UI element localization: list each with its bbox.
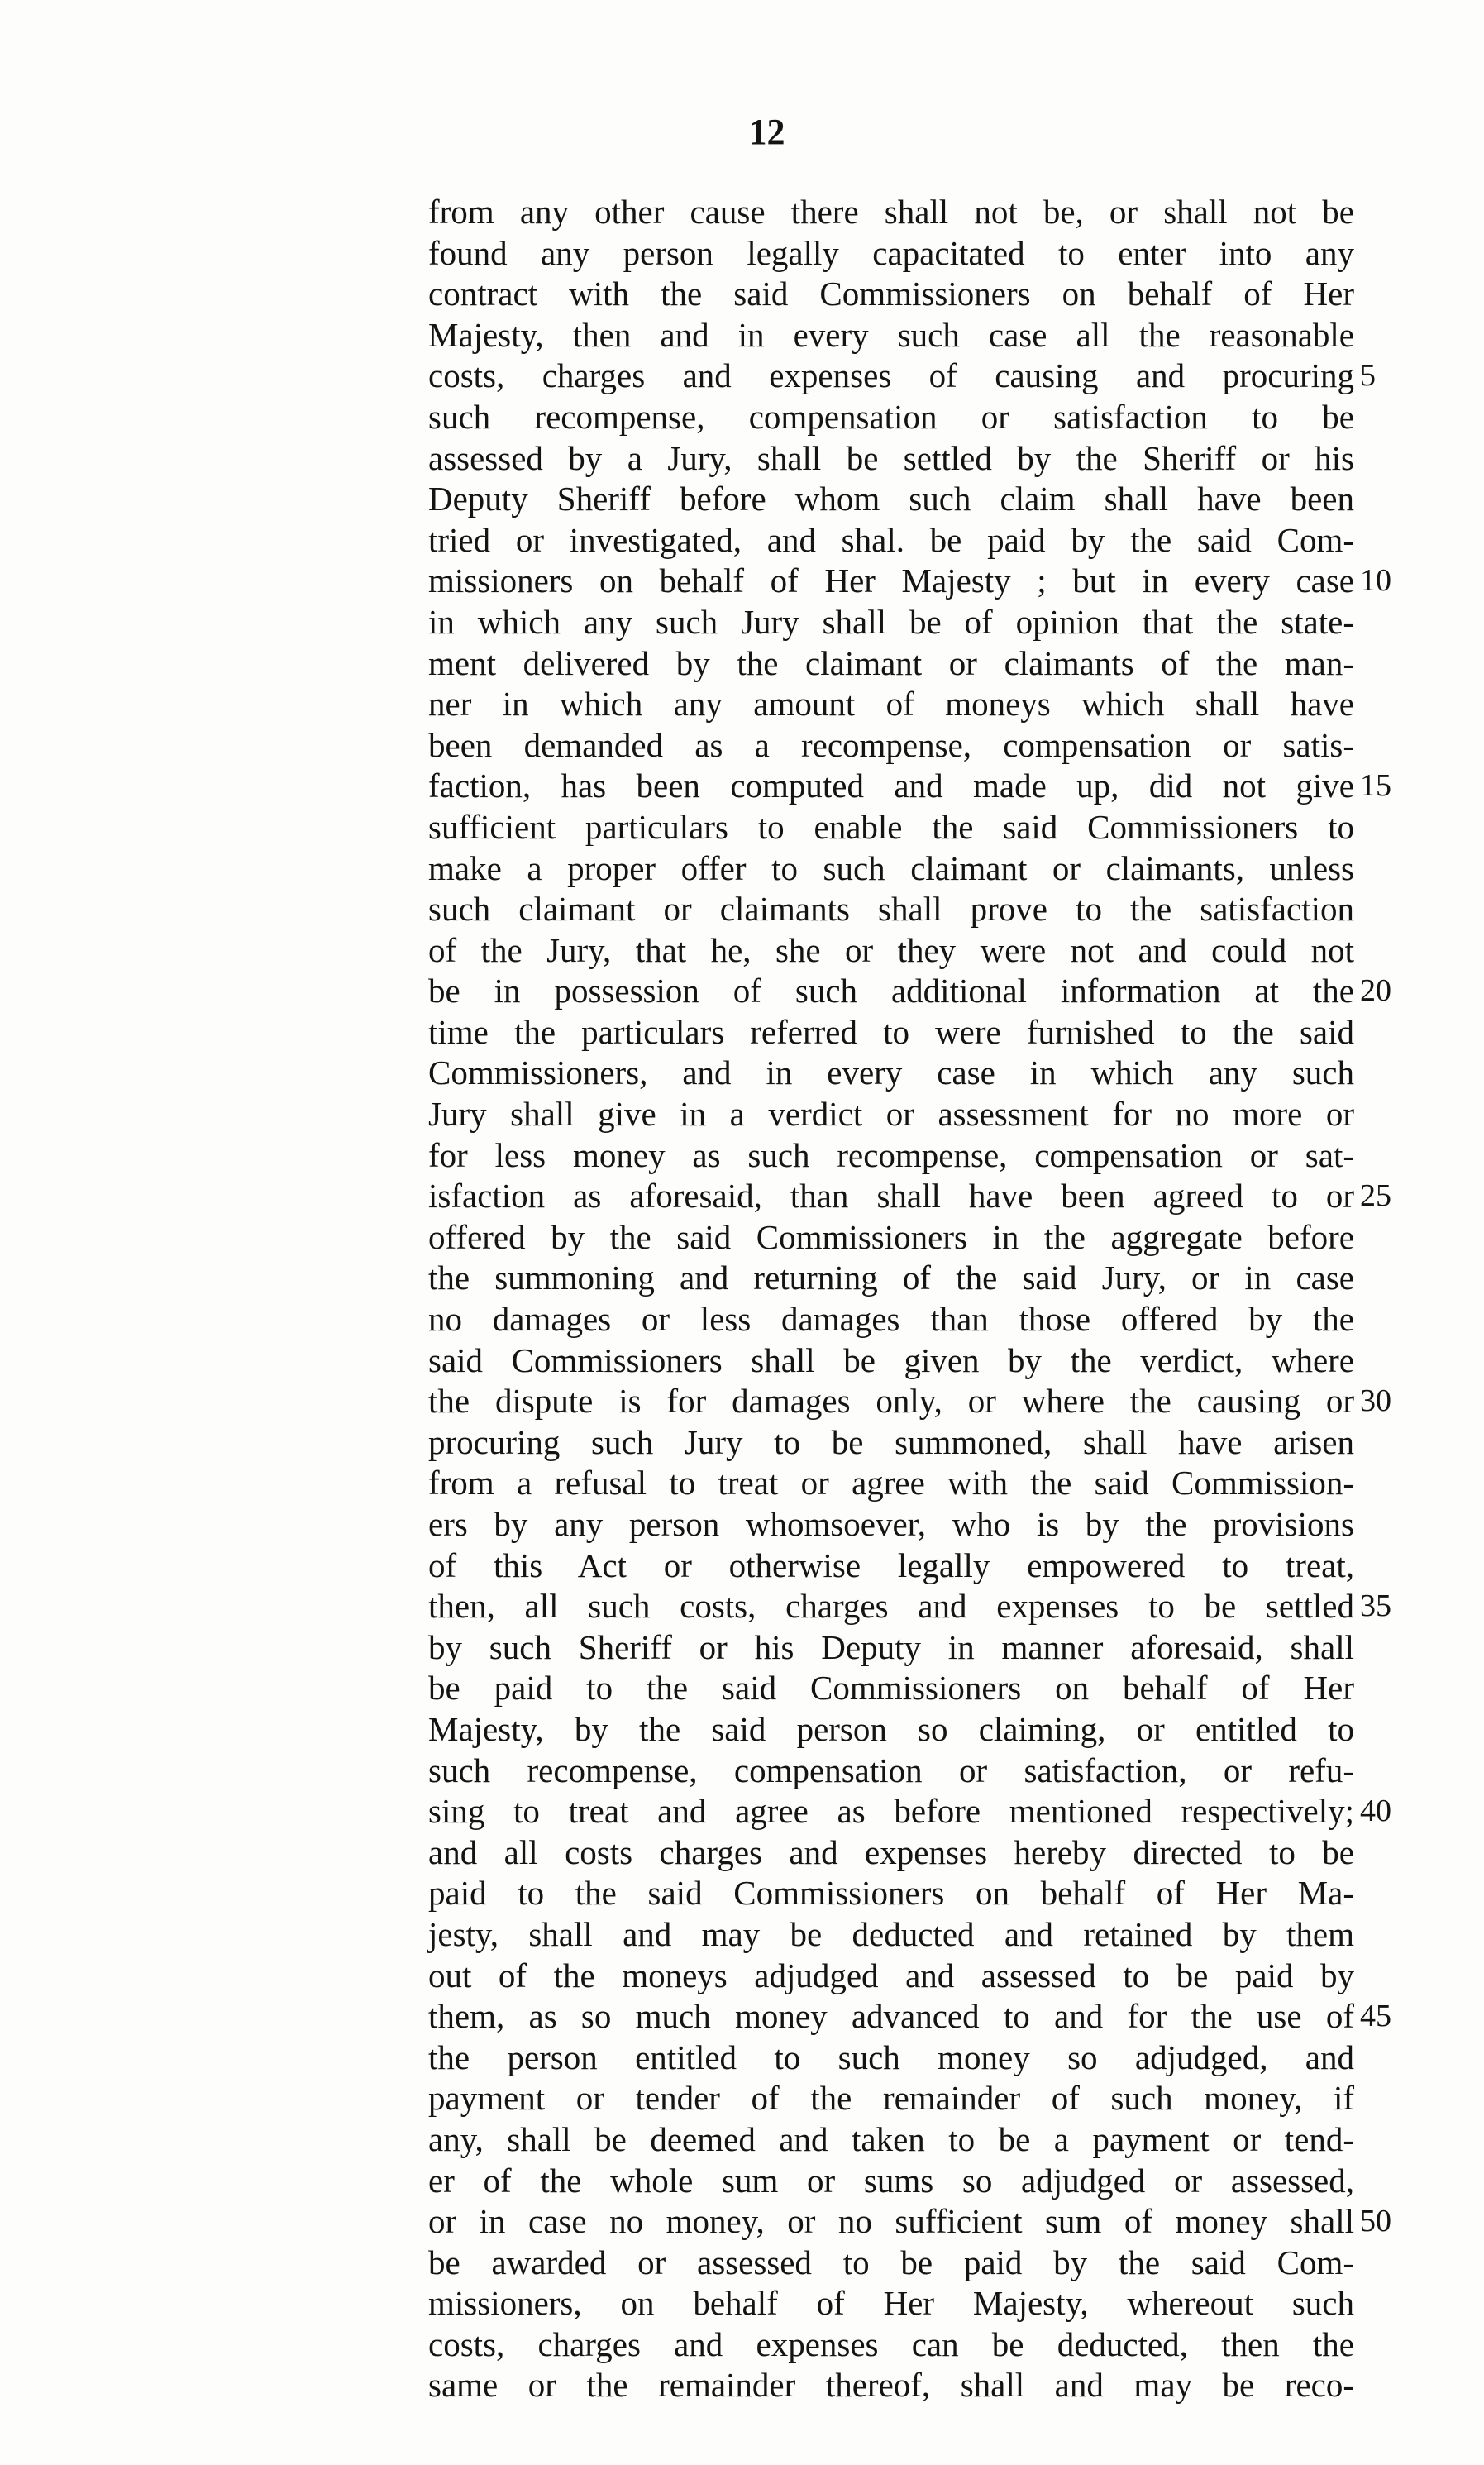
text-line: such claimant or claimants shall prove to the satisfaction: [428, 890, 1354, 929]
text-line: time the particulars referred to were furnished to the said: [428, 1012, 1354, 1051]
text-line: such recompense, compensation or satisfaction, or refu-: [428, 1751, 1354, 1789]
text-line: of this Act or otherwise legally empowered to treat,: [428, 1545, 1354, 1584]
text-line: ment delivered by the claimant or claimants of the man-: [428, 643, 1354, 682]
text-line: such recompense, compensation or satisfaction to be: [428, 397, 1354, 436]
text-line: missioners, on behalf of Her Majesty, whereout such: [428, 2284, 1354, 2323]
line-number-marker: 25: [1360, 1178, 1391, 1214]
text-line: Commissioners, and in every case in which any such: [428, 1053, 1354, 1092]
text-line: offered by the said Commissioners in the aggregate before: [428, 1217, 1354, 1256]
text-line: sing to treat and agree as before mentioned respectively;: [428, 1792, 1354, 1831]
text-line: then, all such costs, charges and expenses to be settled: [428, 1587, 1354, 1626]
text-line: found any person legally capacitated to enter into any: [428, 233, 1354, 272]
text-line: same or the remainder thereof, shall and may be reco-: [428, 2366, 1354, 2405]
text-line: tried or investigated, and shal. be paid by the said Com-: [428, 520, 1354, 559]
text-line: from a refusal to treat or agree with the said Commission-: [428, 1464, 1354, 1502]
text-line: out of the moneys adjudged and assessed to be paid by: [428, 1956, 1354, 1994]
text-line: by such Sheriff or his Deputy in manner aforesaid, shall: [428, 1627, 1354, 1666]
text-line: er of the whole sum or sums so adjudged or assessed,: [428, 2161, 1354, 2200]
text-line: jesty, shall and may be deducted and retained by them: [428, 1914, 1354, 1953]
text-line: the dispute is for damages only, or where the causing or: [428, 1382, 1354, 1421]
line-number-marker: 35: [1360, 1588, 1391, 1624]
text-line: them, as so much money advanced to and for the use of: [428, 1997, 1354, 2036]
text-line: of the Jury, that he, she or they were not and could not: [428, 930, 1354, 969]
line-number-marker: 40: [1360, 1794, 1391, 1829]
line-number-marker: 30: [1360, 1383, 1391, 1419]
text-line: assessed by a Jury, shall be settled by the Sheriff or his: [428, 438, 1354, 477]
text-line: said Commissioners shall be given by the verdict, where: [428, 1340, 1354, 1379]
text-line: the summoning and returning of the said Jury, or in case: [428, 1259, 1354, 1297]
text-line: be in possession of such additional information at the: [428, 972, 1354, 1010]
text-line: Majesty, then and in every such case all the reasonable: [428, 315, 1354, 354]
text-line: costs, charges and expenses of causing and procuring: [428, 356, 1354, 395]
text-line: ner in which any amount of moneys which shall have: [428, 685, 1354, 724]
line-number-marker: 45: [1360, 1999, 1391, 2034]
text-line: missioners on behalf of Her Majesty ; but in every case: [428, 561, 1354, 600]
text-line: no damages or less damages than those offered by the: [428, 1300, 1354, 1339]
text-line: make a proper offer to such claimant or claimants, unless: [428, 848, 1354, 887]
text-line: from any other cause there shall not be, or shall not be: [428, 193, 1354, 231]
text-line: for less money as such recompense, compensation or sat-: [428, 1135, 1354, 1174]
line-number-marker: 50: [1360, 2204, 1391, 2239]
body-text: [428, 192, 1354, 2406]
text-line: Majesty, by the said person so claiming, or entitled to: [428, 1709, 1354, 1748]
line-number-marker: 20: [1360, 973, 1391, 1009]
text-line: Deputy Sheriff before whom such claim shall have been: [428, 480, 1354, 518]
text-line: been demanded as a recompense, compensation or satis-: [428, 725, 1354, 764]
text-line: payment or tender of the remainder of such money, if: [428, 2079, 1354, 2118]
text-line: be awarded or assessed to be paid by the said Com-: [428, 2243, 1354, 2281]
text-line: any, shall be deemed and taken to be a payment or tend-: [428, 2119, 1354, 2158]
text-line: faction, has been computed and made up, did not give: [428, 767, 1354, 805]
text-line: procuring such Jury to be summoned, shall have arisen: [428, 1422, 1354, 1461]
line-number-marker: 15: [1360, 768, 1391, 804]
text-line: contract with the said Commissioners on behalf of Her: [428, 275, 1354, 313]
text-line: in which any such Jury shall be of opinion that the state-: [428, 602, 1354, 641]
line-number-marker: 10: [1360, 563, 1391, 599]
text-line: Jury shall give in a verdict or assessment for no more or: [428, 1095, 1354, 1134]
line-number-marker: 5: [1360, 358, 1376, 394]
text-line: paid to the said Commissioners on behalf of Her Ma-: [428, 1874, 1354, 1913]
text-line: ers by any person whomsoever, who is by the provisions: [428, 1505, 1354, 1543]
text-line: costs, charges and expenses can be deducted, then the: [428, 2324, 1354, 2363]
text-line: isfaction as aforesaid, than shall have been agreed to or: [428, 1177, 1354, 1216]
text-line: sufficient particulars to enable the said Commissioners to: [428, 807, 1354, 846]
page-number: 12: [748, 112, 785, 152]
text-line: be paid to the said Commissioners on behalf of Her: [428, 1669, 1354, 1708]
text-line: the person entitled to such money so adjudged, and: [428, 2037, 1354, 2076]
text-line: and all costs charges and expenses hereby directed to be: [428, 1832, 1354, 1871]
text-line: or in case no money, or no sufficient sum of money shall: [428, 2202, 1354, 2241]
